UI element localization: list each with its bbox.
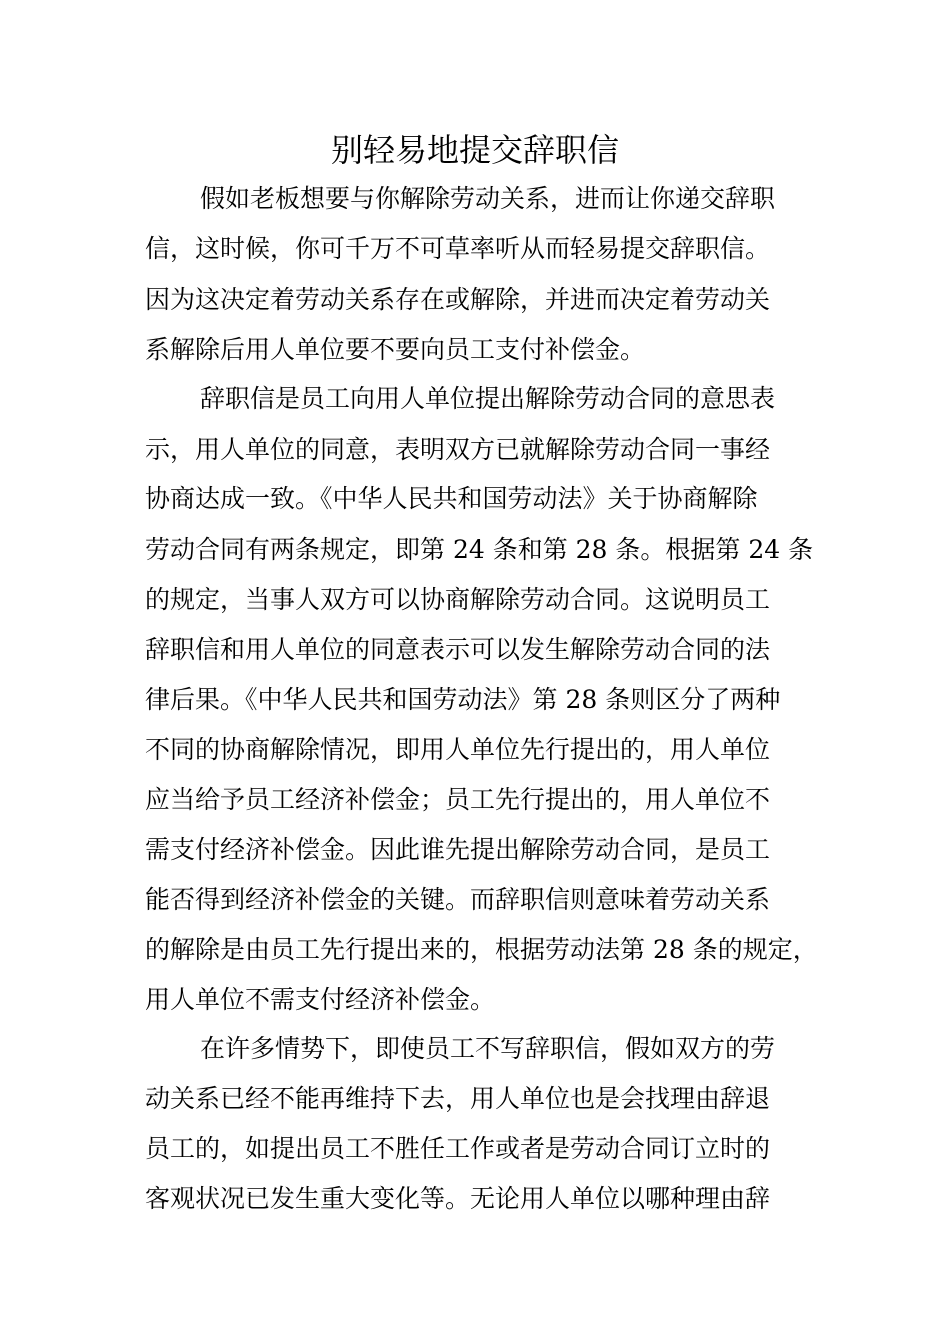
paragraph-3-line-3: 员工的，如提出员工不胜任工作或者是劳动合同订立时的 bbox=[145, 1134, 771, 1163]
paragraph-3-line-4: 客观状况已发生重大变化等。无论用人单位以哪种理由辞 bbox=[145, 1184, 771, 1213]
paragraph-2-line-7: 律后果。《中华人民共和国劳动法》第 28 条则区分了两种 bbox=[145, 685, 781, 714]
paragraph-2-line-10: 需支付经济补偿金。因此谁先提出解除劳动合同，是员工 bbox=[145, 835, 771, 864]
paragraph-1-line-1: 假如老板想要与你解除劳动关系，进而让你递交辞职 bbox=[200, 184, 776, 213]
paragraph-1-line-4: 系解除后用人单位要不要向员工支付补偿金。 bbox=[145, 335, 646, 364]
paragraph-3-line-2: 动关系已经不能再维持下去，用人单位也是会找理由辞退 bbox=[145, 1084, 771, 1113]
paragraph-2-line-1: 辞职信是员工向用人单位提出解除劳动合同的意思表 bbox=[200, 384, 776, 413]
paragraph-2-line-5: 的规定，当事人双方可以协商解除劳动合同。这说明员工 bbox=[145, 585, 771, 614]
paragraph-2-line-3: 协商达成一致。《中华人民共和国劳动法》关于协商解除 bbox=[145, 484, 758, 513]
paragraph-2-line-8: 不同的协商解除情况，即用人单位先行提出的，用人单位 bbox=[145, 735, 771, 764]
paragraph-1-line-3: 因为这决定着劳动关系存在或解除，并进而决定着劳动关 bbox=[145, 285, 771, 314]
paragraph-2-line-4: 劳动合同有两条规定，即第 24 条和第 28 条。根据第 24 条 bbox=[145, 535, 814, 564]
paragraph-2-line-12: 的解除是由员工先行提出来的，根据劳动法第 28 条的规定， bbox=[145, 935, 818, 964]
paragraph-2-line-6: 辞职信和用人单位的同意表示可以发生解除劳动合同的法 bbox=[145, 635, 771, 664]
paragraph-2-line-9: 应当给予员工经济补偿金；员工先行提出的，用人单位不 bbox=[145, 785, 771, 814]
paragraph-1-line-2: 信，这时候，你可千万不可草率听从而轻易提交辞职信。 bbox=[145, 234, 771, 263]
paragraph-3-line-1: 在许多情势下，即使员工不写辞职信，假如双方的劳 bbox=[200, 1034, 776, 1063]
document-title: 别轻易地提交辞职信 bbox=[330, 131, 619, 169]
paragraph-2-line-13: 用人单位不需支付经济补偿金。 bbox=[145, 985, 496, 1014]
paragraph-2-line-2: 示，用人单位的同意，表明双方已就解除劳动合同一事经 bbox=[145, 435, 771, 464]
paragraph-2-line-11: 能否得到经济补偿金的关键。而辞职信则意味着劳动关系 bbox=[145, 885, 771, 914]
